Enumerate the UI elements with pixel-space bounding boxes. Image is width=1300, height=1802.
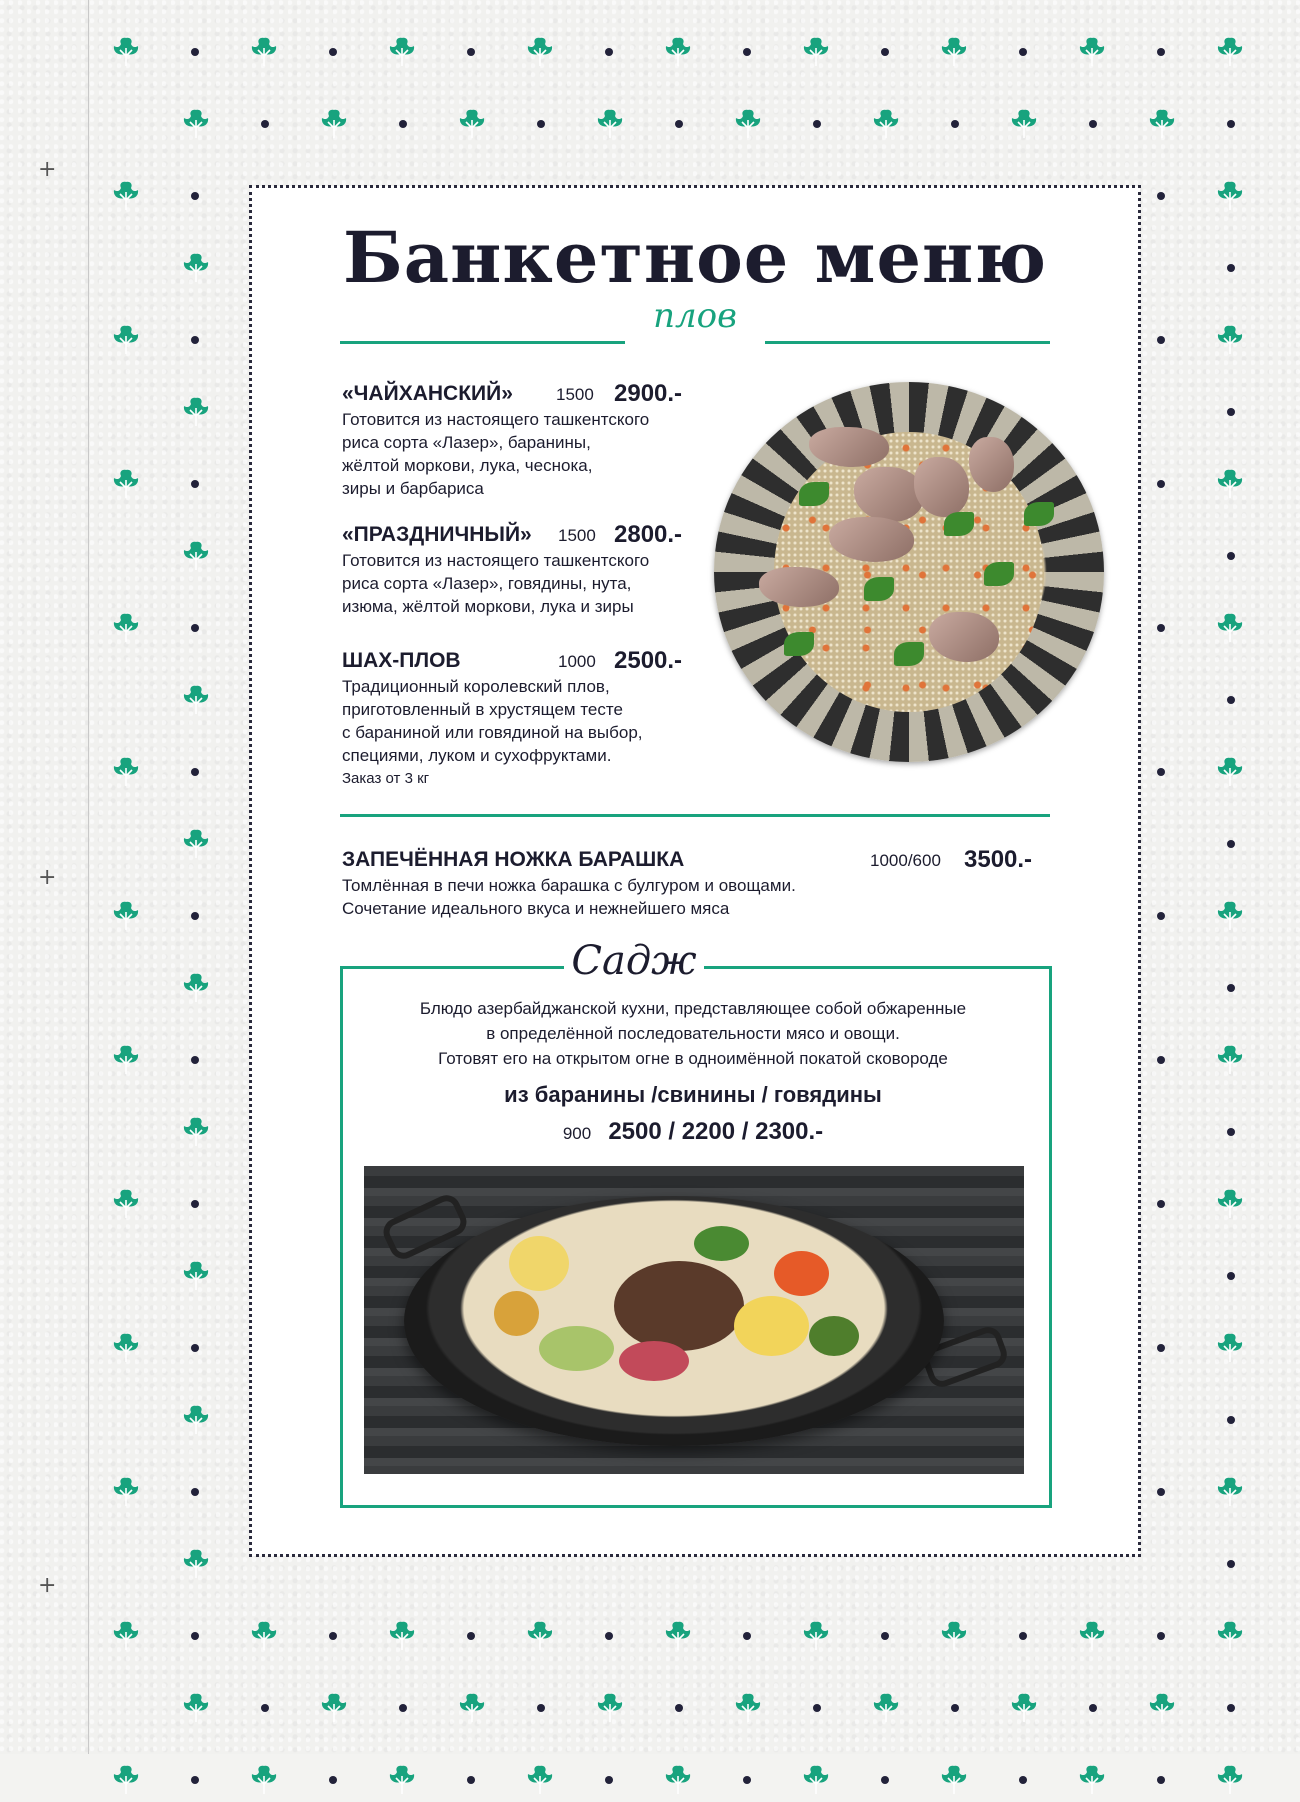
- parsley-leaf-icon: [1074, 34, 1110, 70]
- parsley-leaf-icon: [1212, 1186, 1248, 1222]
- pattern-dot: [329, 48, 337, 56]
- item-name: «ЧАЙХАНСКИЙ»: [342, 382, 513, 405]
- item-price: 2800.-: [614, 521, 683, 548]
- parsley-leaf-icon: [522, 1762, 558, 1798]
- pattern-dot: [1157, 1776, 1165, 1784]
- pattern-dot: [191, 1056, 199, 1064]
- binding-line: [88, 0, 89, 1754]
- parsley-leaf-icon: [1074, 1762, 1110, 1798]
- pattern-dot: [1227, 1560, 1235, 1568]
- pattern-dot: [261, 120, 269, 128]
- item-price: 2500.-: [614, 647, 683, 674]
- pattern-dot: [467, 1632, 475, 1640]
- pattern-dot: [1227, 552, 1235, 560]
- parsley-leaf-icon: [178, 250, 214, 286]
- parsley-leaf-icon: [246, 34, 282, 70]
- parsley-leaf-icon: [178, 1114, 214, 1150]
- parsley-leaf-icon: [1212, 1330, 1248, 1366]
- item-price: 2900.-: [614, 380, 683, 407]
- pattern-dot: [1227, 264, 1235, 272]
- pattern-dot: [813, 120, 821, 128]
- pattern-dot: [1157, 1200, 1165, 1208]
- parsley-leaf-icon: [384, 1762, 420, 1798]
- pattern-dot: [1157, 336, 1165, 344]
- pattern-dot: [467, 48, 475, 56]
- pattern-dot: [1019, 48, 1027, 56]
- pattern-dot: [1227, 408, 1235, 416]
- pattern-dot: [881, 48, 889, 56]
- item-weight: 1000/600: [870, 851, 941, 870]
- parsley-leaf-icon: [108, 1762, 144, 1798]
- parsley-leaf-icon: [1212, 610, 1248, 646]
- parsley-leaf-icon: [384, 1618, 420, 1654]
- sadj-description: Блюдо азербайджанской кухни, представляющее собой обжаренные в определённой последовательности мясо и овощи. Готовят его на открытом огне в одноимённой покатой сковороде: [419, 999, 967, 1068]
- pattern-dot: [605, 1776, 613, 1784]
- subtitle-rule-left: [340, 341, 625, 344]
- pattern-dot: [191, 336, 199, 344]
- parsley-leaf-icon: [246, 1618, 282, 1654]
- parsley-leaf-icon: [1212, 322, 1248, 358]
- pattern-dot: [1227, 1416, 1235, 1424]
- item-weight: 1000: [558, 652, 596, 671]
- pattern-dot: [1227, 984, 1235, 992]
- parsley-leaf-icon: [730, 106, 766, 142]
- parsley-leaf-icon: [1144, 1690, 1180, 1726]
- sadj-meat-options: из баранины /свинины / говядины: [504, 1082, 882, 1107]
- pattern-dot: [1227, 840, 1235, 848]
- parsley-leaf-icon: [660, 1618, 696, 1654]
- parsley-leaf-icon: [936, 1618, 972, 1654]
- parsley-leaf-icon: [178, 106, 214, 142]
- pattern-dot: [1157, 48, 1165, 56]
- parsley-leaf-icon: [936, 34, 972, 70]
- parsley-leaf-icon: [1212, 1042, 1248, 1078]
- parsley-leaf-icon: [730, 1690, 766, 1726]
- pattern-dot: [467, 1776, 475, 1784]
- pattern-dot: [1227, 1272, 1235, 1280]
- pattern-dot: [329, 1776, 337, 1784]
- parsley-leaf-icon: [108, 466, 144, 502]
- pattern-dot: [881, 1632, 889, 1640]
- pattern-dot: [191, 1200, 199, 1208]
- sadj-title: Садж: [564, 938, 704, 994]
- item-price: 3500.-: [964, 846, 1033, 873]
- pattern-dot: [191, 1776, 199, 1784]
- pattern-dot: [1019, 1632, 1027, 1640]
- parsley-leaf-icon: [178, 394, 214, 430]
- item-description: Готовится из настоящего ташкентского риса сорта «Лазер», баранины, жёлтой моркови, лука, чеснока, зиры и барбариса: [342, 410, 650, 498]
- pattern-dot: [1227, 1704, 1235, 1712]
- parsley-leaf-icon: [592, 1690, 628, 1726]
- pattern-dot: [951, 120, 959, 128]
- pattern-dot: [1157, 912, 1165, 920]
- parsley-leaf-icon: [108, 1042, 144, 1078]
- parsley-leaf-icon: [1212, 466, 1248, 502]
- parsley-leaf-icon: [316, 106, 352, 142]
- parsley-leaf-icon: [108, 898, 144, 934]
- pattern-dot: [191, 912, 199, 920]
- pattern-dot: [1157, 480, 1165, 488]
- parsley-leaf-icon: [108, 610, 144, 646]
- parsley-leaf-icon: [1212, 34, 1248, 70]
- pattern-dot: [1157, 1344, 1165, 1352]
- sadj-photo: [364, 1166, 1024, 1474]
- pattern-dot: [881, 1776, 889, 1784]
- parsley-leaf-icon: [868, 106, 904, 142]
- pattern-dot: [191, 624, 199, 632]
- pattern-dot: [743, 48, 751, 56]
- pattern-dot: [1089, 120, 1097, 128]
- parsley-leaf-icon: [660, 1762, 696, 1798]
- pattern-dot: [1157, 768, 1165, 776]
- parsley-leaf-icon: [1212, 898, 1248, 934]
- pattern-dot: [1157, 624, 1165, 632]
- parsley-leaf-icon: [178, 1402, 214, 1438]
- plov-photo: [714, 382, 1104, 762]
- parsley-leaf-icon: [1074, 1618, 1110, 1654]
- parsley-leaf-icon: [936, 1762, 972, 1798]
- pattern-dot: [1157, 1488, 1165, 1496]
- page-title: Банкетное меню: [342, 216, 1048, 299]
- item-description: Томлённая в печи ножка барашка с булгуром и овощами. Сочетание идеального вкуса и нежнейшего мяса: [342, 876, 796, 918]
- pattern-dot: [1157, 1632, 1165, 1640]
- pattern-dot: [537, 1704, 545, 1712]
- section-divider: [340, 814, 1050, 817]
- item-weight: 1500: [558, 526, 596, 545]
- parsley-leaf-icon: [1212, 1474, 1248, 1510]
- pattern-dot: [399, 120, 407, 128]
- parsley-leaf-icon: [1144, 106, 1180, 142]
- pattern-dot: [1019, 1776, 1027, 1784]
- pattern-dot: [329, 1632, 337, 1640]
- pattern-dot: [537, 120, 545, 128]
- parsley-leaf-icon: [108, 178, 144, 214]
- parsley-leaf-icon: [660, 34, 696, 70]
- pattern-dot: [191, 1344, 199, 1352]
- pattern-dot: [1227, 120, 1235, 128]
- parsley-leaf-icon: [454, 106, 490, 142]
- pattern-dot: [191, 480, 199, 488]
- pattern-dot: [605, 1632, 613, 1640]
- parsley-leaf-icon: [178, 1258, 214, 1294]
- pattern-dot: [1227, 696, 1235, 704]
- parsley-leaf-icon: [798, 1618, 834, 1654]
- parsley-leaf-icon: [384, 34, 420, 70]
- parsley-leaf-icon: [316, 1690, 352, 1726]
- parsley-leaf-icon: [108, 322, 144, 358]
- item-weight: 1500: [556, 385, 594, 404]
- parsley-leaf-icon: [1212, 1618, 1248, 1654]
- menu-panel: [250, 186, 1140, 1556]
- sadj-price: 2500 / 2200 / 2300.-: [608, 1118, 824, 1145]
- parsley-leaf-icon: [246, 1762, 282, 1798]
- parsley-leaf-icon: [178, 826, 214, 862]
- item-name: «ПРАЗДНИЧНЫЙ»: [342, 523, 532, 546]
- sadj-weight: 900: [562, 1124, 592, 1143]
- parsley-leaf-icon: [1212, 754, 1248, 790]
- pattern-dot: [261, 1704, 269, 1712]
- pattern-dot: [605, 48, 613, 56]
- pattern-dot: [951, 1704, 959, 1712]
- item-note: Заказ от 3 кг: [342, 770, 430, 787]
- pattern-dot: [813, 1704, 821, 1712]
- parsley-leaf-icon: [1212, 178, 1248, 214]
- parsley-leaf-icon: [798, 34, 834, 70]
- parsley-leaf-icon: [1006, 106, 1042, 142]
- pattern-dot: [675, 1704, 683, 1712]
- parsley-leaf-icon: [108, 1330, 144, 1366]
- parsley-leaf-icon: [798, 1762, 834, 1798]
- parsley-leaf-icon: [178, 1546, 214, 1582]
- parsley-leaf-icon: [1006, 1690, 1042, 1726]
- pattern-dot: [191, 1632, 199, 1640]
- item-name: ШАХ-ПЛОВ: [342, 649, 461, 672]
- parsley-leaf-icon: [108, 1474, 144, 1510]
- sadj-price-row: [360, 1118, 1026, 1146]
- subtitle-rule-right: [765, 341, 1050, 344]
- pattern-dot: [1227, 1128, 1235, 1136]
- pattern-dot: [1157, 192, 1165, 200]
- parsley-leaf-icon: [108, 1618, 144, 1654]
- crop-mark: +: [38, 1573, 57, 1598]
- pattern-dot: [675, 120, 683, 128]
- parsley-leaf-icon: [1212, 1762, 1248, 1798]
- pattern-dot: [191, 768, 199, 776]
- pattern-dot: [191, 1488, 199, 1496]
- parsley-leaf-icon: [454, 1690, 490, 1726]
- parsley-leaf-icon: [108, 34, 144, 70]
- parsley-leaf-icon: [592, 106, 628, 142]
- crop-mark: +: [38, 157, 57, 182]
- pattern-dot: [191, 48, 199, 56]
- pattern-dot: [743, 1632, 751, 1640]
- item-description: Традиционный королевский плов, приготовленный в хрустящем тесте с бараниной или говядиной на выбор, специями, луком и сухофруктами. Заказ от 3 кг: [342, 675, 712, 790]
- section-subtitle: плов: [653, 296, 737, 336]
- item-name: ЗАПЕЧЁННАЯ НОЖКА БАРАШКА: [342, 848, 685, 871]
- parsley-leaf-icon: [868, 1690, 904, 1726]
- parsley-leaf-icon: [108, 1186, 144, 1222]
- parsley-leaf-icon: [178, 682, 214, 718]
- parsley-leaf-icon: [108, 754, 144, 790]
- pattern-dot: [743, 1776, 751, 1784]
- pattern-dot: [1157, 1056, 1165, 1064]
- parsley-leaf-icon: [522, 1618, 558, 1654]
- item-description: Готовится из настоящего ташкентского риса сорта «Лазер», говядины, нута, изюма, жёлтой моркови, лука и зиры: [342, 551, 650, 616]
- pattern-dot: [191, 192, 199, 200]
- pattern-dot: [399, 1704, 407, 1712]
- parsley-leaf-icon: [178, 538, 214, 574]
- crop-mark: +: [38, 865, 57, 890]
- parsley-leaf-icon: [178, 970, 214, 1006]
- parsley-leaf-icon: [522, 34, 558, 70]
- parsley-leaf-icon: [178, 1690, 214, 1726]
- pattern-dot: [1089, 1704, 1097, 1712]
